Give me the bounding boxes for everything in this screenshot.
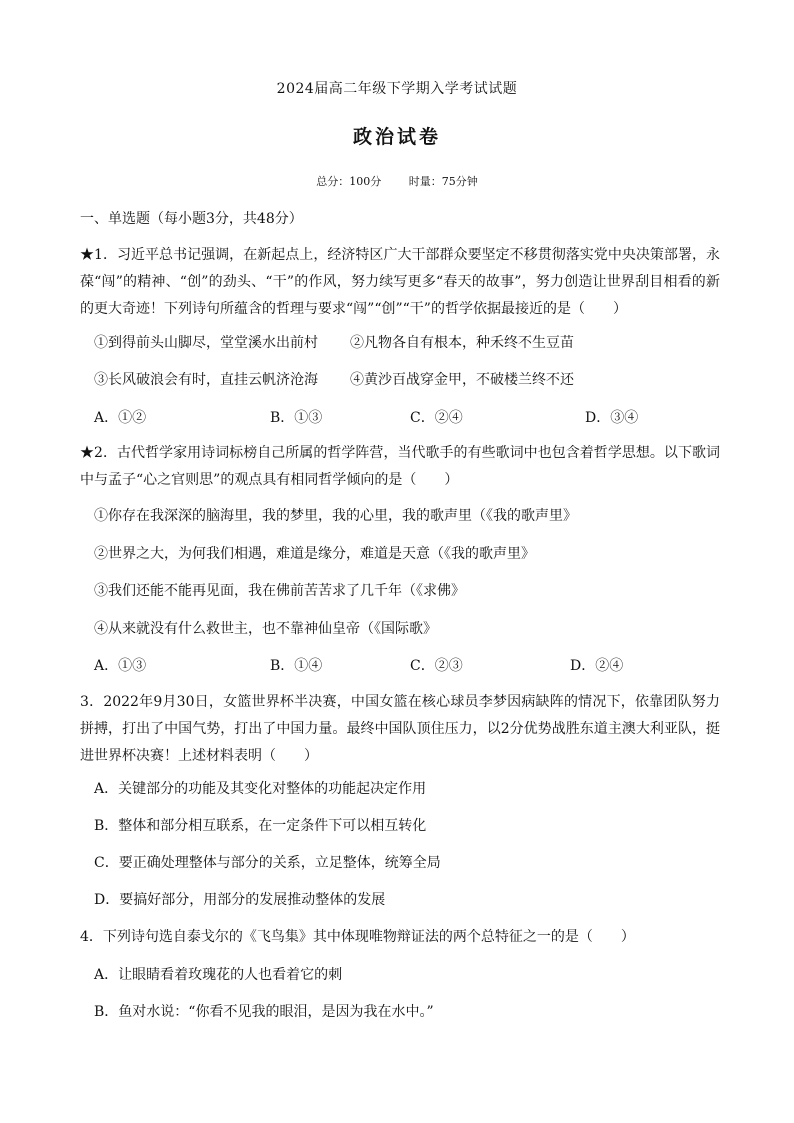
question-4-option-a: A．让眼睛看着玫瑰花的人也看着它的刺 xyxy=(94,967,343,983)
question-2-choice-d: D．②④ xyxy=(570,658,624,674)
question-4-stem: 4．下列诗句选自泰戈尔的《飞鸟集》其中体现唯物辩证法的两个总特征之一的是（ ） xyxy=(80,929,635,945)
question-2-choice-c: C．②③ xyxy=(410,658,463,674)
question-2-stem: ★2．古代哲学家用诗词标榜自己所属的哲学阵营，当代歌手的有些歌词中也包含着哲学思想。以下歌词中与孟子“心之官则思”的观点具有相同哲学倾向的是（ ） xyxy=(80,445,720,488)
question-2-item: ①你存在我深深的脑海里，我的梦里，我的心里，我的歌声里（《我的歌声里》 xyxy=(94,508,577,524)
total-score: 总分：100分 xyxy=(316,175,382,188)
question-1-choice-c: C．②④ xyxy=(410,410,463,426)
question-2-item: ④从来就没有什么救世主，也不靠神仙皇帝（《国际歌》 xyxy=(94,621,437,637)
question-3-stem: 3．2022年9月30日，女篮世界杯半决赛，中国女篮在核心球员李梦因病缺阵的情况下，依靠团队努力拼搏，打出了中国气势，打出了中国力量。最终中国队顶住压力，以2分优势战胜东道主澳大利亚队，挺进世界杯决赛！上述材料表明（ ） xyxy=(80,694,720,764)
question-2-choice-b: B．①④ xyxy=(270,658,323,674)
subject-title: 政治试卷 xyxy=(352,126,441,148)
duration: 时量：75分钟 xyxy=(408,175,478,188)
question-1-choice-b: B．①③ xyxy=(270,410,323,426)
question-1-item: ④黄沙百战穿金甲，不破楼兰终不还 xyxy=(350,372,574,388)
question-1-item: ①到得前头山脚尽，堂堂溪水出前村 xyxy=(94,335,318,351)
question-3-option-a: A．关键部分的功能及其变化对整体的功能起决定作用 xyxy=(94,781,427,797)
question-3-option-c: C．要正确处理整体与部分的关系，立足整体，统筹全局 xyxy=(94,855,441,871)
question-4-option-b: B．鱼对水说：“你看不见我的眼泪，是因为我在水中。” xyxy=(94,1004,434,1020)
question-1-choice-a: A．①② xyxy=(94,410,147,426)
question-2-item: ③我们还能不能再见面，我在佛前苦苦求了几千年（《求佛》 xyxy=(94,583,465,599)
question-1-stem: ★1．习近平总书记强调，在新起点上，经济特区广大干部群众要坚定不移贯彻落实党中央决策部署，永葆“闯”的精神、“创”的劲头、“干”的作风，努力续写更多“春天的故事”，努力创造让世界刮目相看的新的更大奇迹！下列诗句所蕴含的哲理与要求“闯”“创”“干”的哲学依据最接近的是（ ） xyxy=(80,247,720,317)
question-3-option-b: B．整体和部分相互联系，在一定条件下可以相互转化 xyxy=(94,818,427,834)
question-2-choice-a: A．①③ xyxy=(94,658,147,674)
section-heading: 一、单选题（每小题3分，共48分） xyxy=(80,211,303,227)
question-3-option-d: D．要搞好部分，用部分的发展推动整体的发展 xyxy=(94,892,386,908)
question-1-item: ②凡物各自有根本，种禾终不生豆苗 xyxy=(350,335,574,351)
question-2-item: ②世界之大，为何我们相遇，难道是缘分，难道是天意（《我的歌声里》 xyxy=(94,546,535,562)
exam-title: 2024届高二年级下学期入学考试试题 xyxy=(276,81,518,97)
question-1-item: ③长风破浪会有时，直挂云帆济沧海 xyxy=(94,372,318,388)
exam-meta xyxy=(0,173,794,189)
question-1-choice-d: D．③④ xyxy=(585,410,639,426)
